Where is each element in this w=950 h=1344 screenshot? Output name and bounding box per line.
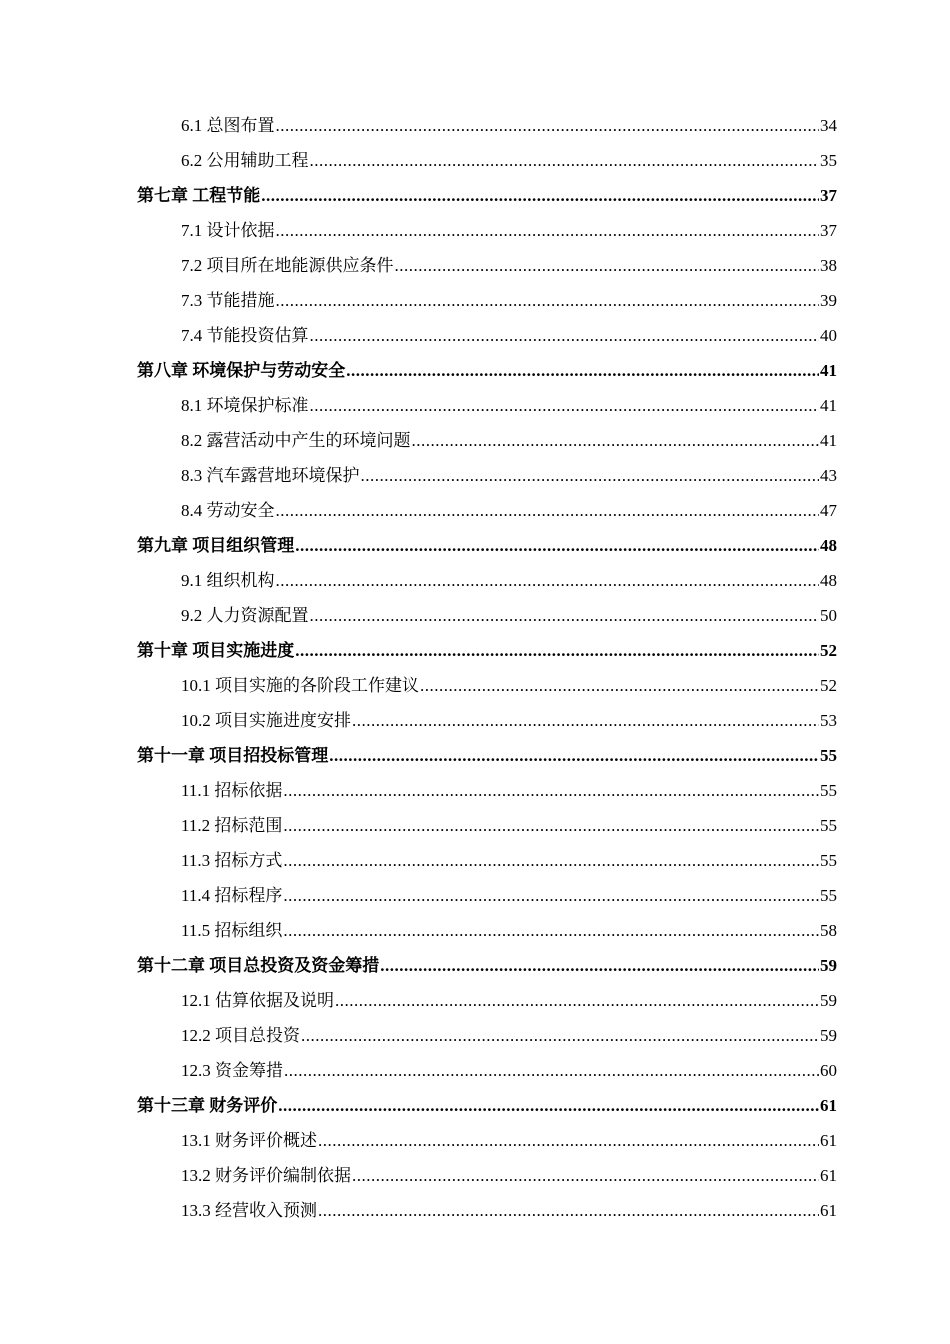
toc-section-entry[interactable] [137,388,837,423]
toc-chapter-entry[interactable] [137,633,837,668]
toc-page-number: 48 [820,536,837,555]
toc-page-number: 60 [820,1061,837,1080]
toc-entry-title: 13.2 财务评价编制依据 [181,1166,351,1185]
toc-entry-title: 8.3 汽车露营地环境保护 [181,466,360,485]
toc-entry-title: 11.3 招标方式 [181,851,283,870]
toc-page-number: 48 [820,571,837,590]
toc-page-number: 38 [820,256,837,275]
toc-page-number: 55 [820,816,837,835]
toc-dot-leader [335,983,819,1018]
toc-section-entry[interactable] [137,703,837,738]
toc-entry-title: 第十章 项目实施进度 [137,641,295,660]
toc-section-entry[interactable] [137,1123,837,1158]
toc-dot-leader [310,143,820,178]
toc-dot-leader [310,318,820,353]
toc-entry-title: 第八章 环境保护与劳动安全 [137,361,346,380]
toc-section-entry[interactable] [137,108,837,143]
toc-section-entry[interactable] [137,913,837,948]
toc-dot-leader [310,598,820,633]
toc-section-entry[interactable] [137,808,837,843]
toc-dot-leader [318,1123,819,1158]
table-of-contents [137,108,837,1228]
toc-dot-leader [352,703,819,738]
toc-dot-leader [283,843,819,878]
toc-section-entry[interactable] [137,563,837,598]
toc-dot-leader [380,948,819,983]
toc-chapter-entry[interactable] [137,948,837,983]
toc-section-entry[interactable] [137,1193,837,1228]
toc-page-number: 43 [820,466,837,485]
toc-section-entry[interactable] [137,458,837,493]
toc-page-number: 52 [820,676,837,695]
toc-page-number: 34 [820,116,837,135]
toc-dot-leader [420,668,819,703]
toc-page-number: 55 [820,851,837,870]
toc-dot-leader [329,738,819,773]
toc-entry-title: 12.2 项目总投资 [181,1026,300,1045]
toc-page-number: 52 [820,641,837,660]
toc-entry-title: 11.2 招标范围 [181,816,283,835]
toc-entry-title: 8.1 环境保护标准 [181,396,309,415]
toc-entry-title: 第七章 工程节能 [137,186,261,205]
toc-entry-title: 7.4 节能投资估算 [181,326,309,345]
toc-section-entry[interactable] [137,1053,837,1088]
toc-dot-leader [412,423,820,458]
toc-entry-title: 13.3 经营收入预测 [181,1201,317,1220]
toc-dot-leader [395,248,820,283]
toc-dot-leader [261,178,819,213]
toc-page-number: 41 [820,361,837,380]
toc-dot-leader [318,1193,819,1228]
toc-section-entry[interactable] [137,1018,837,1053]
toc-page-number: 41 [820,431,837,450]
toc-entry-title: 第十二章 项目总投资及资金筹措 [137,956,380,975]
toc-entry-title: 9.2 人力资源配置 [181,606,309,625]
toc-section-entry[interactable] [137,283,837,318]
toc-dot-leader [301,1018,819,1053]
toc-page-number: 39 [820,291,837,310]
toc-section-entry[interactable] [137,248,837,283]
toc-page-number: 41 [820,396,837,415]
toc-chapter-entry[interactable] [137,738,837,773]
toc-entry-title: 7.3 节能措施 [181,291,275,310]
toc-page-number: 53 [820,711,837,730]
toc-page-number: 61 [820,1166,837,1185]
toc-entry-title: 10.1 项目实施的各阶段工作建议 [181,676,419,695]
toc-entry-title: 7.2 项目所在地能源供应条件 [181,256,394,275]
toc-dot-leader [284,1053,819,1088]
toc-chapter-entry[interactable] [137,528,837,563]
toc-entry-title: 7.1 设计依据 [181,221,275,240]
toc-entry-title: 8.2 露营活动中产生的环境问题 [181,431,411,450]
toc-entry-title: 6.1 总图布置 [181,116,275,135]
toc-dot-leader [283,808,819,843]
toc-entry-title: 11.1 招标依据 [181,781,283,800]
toc-section-entry[interactable] [137,983,837,1018]
toc-page-number: 61 [820,1201,837,1220]
toc-chapter-entry[interactable] [137,178,837,213]
toc-page-number: 58 [820,921,837,940]
toc-dot-leader [352,1158,819,1193]
toc-section-entry[interactable] [137,423,837,458]
toc-dot-leader [276,108,820,143]
toc-entry-title: 12.1 估算依据及说明 [181,991,334,1010]
toc-dot-leader [361,458,820,493]
toc-page-number: 37 [820,221,837,240]
toc-entry-title: 10.2 项目实施进度安排 [181,711,351,730]
toc-dot-leader [276,213,820,248]
toc-entry-title: 第十一章 项目招投标管理 [137,746,329,765]
toc-entry-title: 6.2 公用辅助工程 [181,151,309,170]
toc-page-number: 59 [820,991,837,1010]
toc-entry-title: 12.3 资金筹措 [181,1061,283,1080]
toc-entry-title: 9.1 组织机构 [181,571,275,590]
toc-dot-leader [276,563,820,598]
toc-dot-leader [295,528,819,563]
toc-dot-leader [283,913,819,948]
toc-section-entry[interactable] [137,493,837,528]
toc-dot-leader [276,283,820,318]
toc-section-entry[interactable] [137,668,837,703]
toc-chapter-entry[interactable] [137,353,837,388]
toc-dot-leader [310,388,820,423]
toc-page-number: 59 [820,956,837,975]
toc-page-number: 61 [820,1131,837,1150]
toc-dot-leader [278,1088,819,1123]
toc-entry-title: 13.1 财务评价概述 [181,1131,317,1150]
toc-dot-leader [276,493,820,528]
toc-dot-leader [295,633,819,668]
toc-section-entry[interactable] [137,773,837,808]
toc-page-number: 40 [820,326,837,345]
toc-section-entry[interactable] [137,1158,837,1193]
toc-chapter-entry[interactable] [137,1088,837,1123]
toc-page-number: 61 [820,1096,837,1115]
toc-page-number: 35 [820,151,837,170]
toc-entry-title: 第九章 项目组织管理 [137,536,295,555]
toc-page-number: 59 [820,1026,837,1045]
toc-entry-title: 11.5 招标组织 [181,921,283,940]
toc-entry-title: 8.4 劳动安全 [181,501,275,520]
toc-section-entry[interactable] [137,598,837,633]
toc-page-number: 55 [820,746,837,765]
toc-section-entry[interactable] [137,878,837,913]
toc-section-entry[interactable] [137,143,837,178]
toc-entry-title: 11.4 招标程序 [181,886,283,905]
toc-page-number: 50 [820,606,837,625]
toc-section-entry[interactable] [137,318,837,353]
toc-page-number: 55 [820,886,837,905]
toc-dot-leader [346,353,819,388]
toc-section-entry[interactable] [137,843,837,878]
toc-page-number: 47 [820,501,837,520]
toc-page-number: 55 [820,781,837,800]
toc-section-entry[interactable] [137,213,837,248]
toc-dot-leader [283,773,819,808]
toc-dot-leader [283,878,819,913]
toc-entry-title: 第十三章 财务评价 [137,1096,278,1115]
toc-page-number: 37 [820,186,837,205]
